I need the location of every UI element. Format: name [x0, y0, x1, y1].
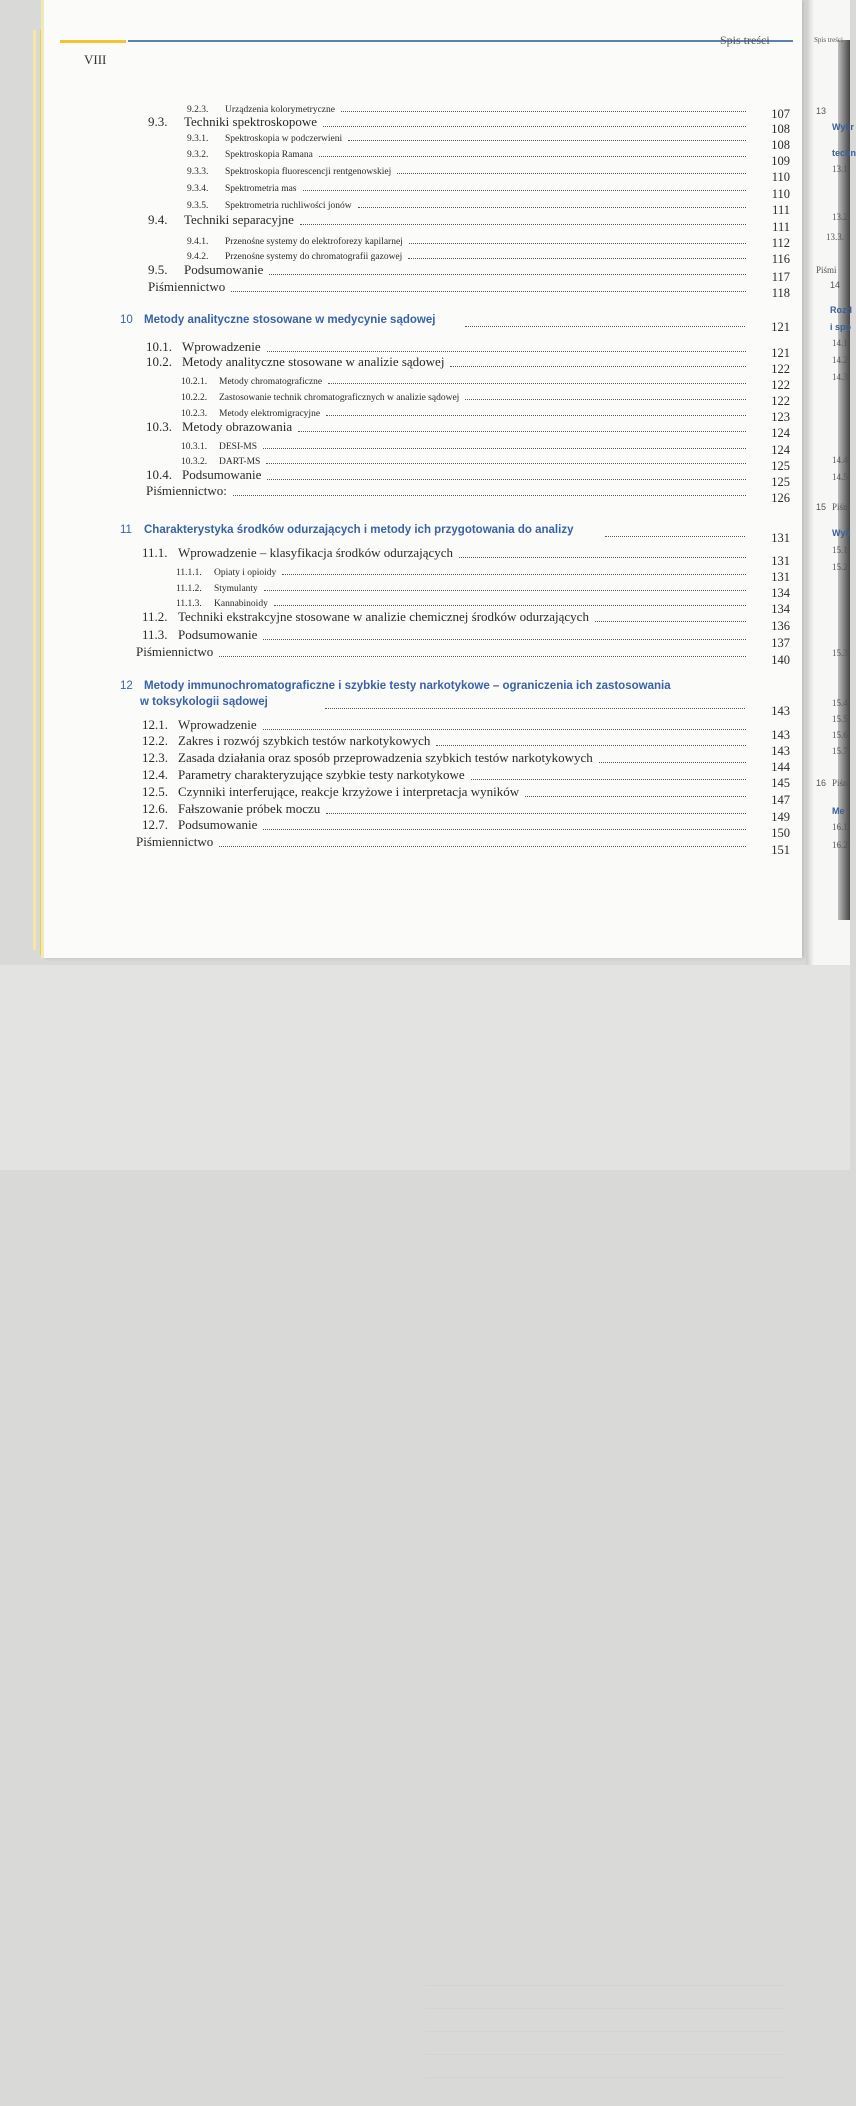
section-title: Techniki spektroskopowe [184, 114, 318, 129]
page-reference: 122 [771, 362, 790, 376]
right-page-fragment: 15.5. [832, 714, 850, 724]
toc-entry [142, 818, 752, 833]
section-number: 11.1.2. [176, 584, 202, 594]
toc-entry [146, 484, 752, 499]
toc-entry [181, 452, 752, 467]
section-title: Metody chromatograficzne [219, 377, 323, 387]
toc-entry [148, 280, 752, 295]
page-reference: 122 [771, 394, 790, 408]
right-page-fragment: 14.5. [832, 472, 850, 482]
section-title: Przenośne systemy do chromatografii gazowej [225, 252, 403, 262]
toc-leader [465, 398, 746, 400]
toc-entry [148, 213, 752, 228]
running-title: Spis treści [720, 33, 770, 47]
section-title: Podsumowanie [178, 627, 258, 642]
section-number: 11.2. [142, 609, 168, 624]
toc-leader [595, 620, 746, 622]
right-page-fragment: 15.7. [832, 746, 850, 756]
toc-entry [148, 115, 752, 130]
page-reference: 126 [771, 491, 790, 505]
page-reference: 108 [771, 138, 790, 152]
toc-leader [266, 462, 746, 464]
page-reference: 145 [771, 776, 790, 790]
toc-entry [181, 437, 752, 452]
section-title: Parametry charakteryzujące szybkie testy narkotykowe [178, 767, 465, 782]
section-number: 9.3. [148, 114, 168, 129]
toc-leader [450, 365, 746, 367]
toc-entry [146, 340, 752, 355]
right-page-fragment: 13.2. [832, 212, 850, 222]
section-title: Spektrometria mas [225, 184, 297, 194]
section-title: Podsumowanie [184, 262, 264, 277]
section-number: 10.2. [146, 354, 172, 369]
toc-leader [319, 155, 746, 157]
toc-leader [326, 812, 746, 814]
section-title: Czynniki interferujące, reakcje krzyżowe i interpretacja wyników [178, 784, 520, 799]
chapter-heading [120, 680, 671, 692]
toc-entry [142, 610, 752, 625]
toc-leader [436, 744, 746, 746]
toc-leader [233, 494, 746, 496]
toc-leader [326, 414, 746, 416]
toc-entry [142, 718, 752, 733]
section-title: Spektrometria ruchliwości jonów [225, 201, 352, 211]
toc-entry [187, 145, 752, 160]
toc-leader [267, 350, 746, 352]
toc-entry [136, 645, 752, 660]
toc-entry [176, 594, 752, 609]
toc-entry [142, 751, 752, 766]
section-title: Przenośne systemy do elektroforezy kapilarnej [225, 237, 403, 247]
toc-entry [146, 468, 752, 483]
toc-leader [358, 206, 746, 208]
toc-leader [605, 536, 745, 537]
toc-leader [267, 478, 746, 480]
page-reference: 110 [771, 170, 790, 184]
section-title: Spektroskopia fluorescencji rentgenowskiej [225, 167, 392, 177]
chapter-title: Metody immunochromatograficzne i szybkie testy narkotykowe – ograniczenia ich zastosowania [144, 680, 671, 692]
toc-leader [599, 761, 746, 763]
section-title: DESI-MS [219, 442, 258, 452]
page-reference: 111 [772, 203, 790, 217]
right-page-fragment: 16 [816, 778, 827, 788]
section-number: 11.3. [142, 627, 168, 642]
page-reference: 116 [771, 252, 790, 266]
toc-leader [465, 326, 745, 327]
chapter-number: 12 [120, 680, 133, 692]
header-rule-yellow [60, 40, 126, 43]
section-number: 9.3.3. [187, 167, 209, 177]
section-number: 9.5. [148, 262, 168, 277]
right-page-fragment: 14.2. [832, 355, 850, 365]
toc-leader [328, 382, 746, 384]
page-reference: 147 [771, 793, 790, 807]
toc-leader [219, 845, 746, 847]
section-title: Zastosowanie technik chromatograficznych w analizie sądowej [219, 393, 460, 403]
page-reference: 107 [771, 107, 790, 121]
section-title: Wprowadzenie [178, 717, 257, 732]
page-reference: 109 [771, 154, 790, 168]
section-title: Piśmiennictwo [136, 834, 214, 849]
toc-leader [300, 223, 746, 225]
book-page-right [806, 0, 856, 965]
section-number: 9.2.3. [187, 105, 209, 115]
toc-leader [471, 778, 746, 780]
toc-entry [181, 388, 752, 403]
section-title: Wprowadzenie [182, 339, 261, 354]
page-reference: 122 [771, 378, 790, 392]
toc-entry [187, 196, 752, 211]
section-number: 12.3. [142, 750, 168, 765]
page-reference: 143 [771, 728, 790, 742]
toc-entry [142, 628, 752, 643]
toc-entry [142, 734, 752, 749]
toc-entry [187, 129, 752, 144]
right-page-fragment: Wyk [832, 528, 851, 538]
page-reference: 131 [771, 531, 790, 545]
section-number: 11.1. [142, 545, 168, 560]
page-reference: 125 [771, 475, 790, 489]
toc-leader [325, 708, 745, 709]
page-reference: 149 [771, 810, 790, 824]
gutter-shadow [806, 0, 814, 965]
right-page-fragment: Piśm [832, 502, 851, 512]
toc-leader [264, 589, 746, 591]
toc-leader [409, 242, 746, 244]
section-number: 12.1. [142, 717, 168, 732]
page-reference: 134 [771, 586, 790, 600]
section-number: 9.3.1. [187, 134, 209, 144]
toc-leader [303, 189, 747, 191]
right-page-fragment: 16.1. [832, 822, 850, 832]
section-number: 9.3.4. [187, 184, 209, 194]
chapter-heading [120, 314, 435, 326]
toc-leader [348, 139, 746, 141]
right-page-fragment: 14.1. [832, 338, 850, 348]
section-title: Techniki separacyjne [184, 212, 294, 227]
section-number: 9.3.5. [187, 201, 209, 211]
page-reference: 121 [771, 346, 790, 360]
right-page-fragment: 14.3. [832, 372, 850, 382]
chapter-heading [120, 524, 573, 536]
right-page-fragment: 15.2. [832, 562, 850, 572]
chapter-title-continued: w toksykologii sądowej [140, 696, 268, 708]
section-title: Metody obrazowania [182, 419, 293, 434]
section-number: 12.2. [142, 733, 168, 748]
section-title: Zasada działania oraz sposób przeprowadzenia szybkich testów narkotykowych [178, 750, 593, 765]
toc-entry [187, 232, 752, 247]
toc-entry [187, 247, 752, 262]
toc-leader [341, 110, 746, 112]
toc-leader [408, 257, 746, 259]
toc-entry [176, 579, 752, 594]
page-reference: 150 [771, 826, 790, 840]
section-title: Urządzenia kolorymetryczne [225, 105, 335, 115]
section-title: Metody analityczne stosowane w analizie sądowej [182, 354, 445, 369]
toc-entry [136, 835, 752, 850]
right-page-fragment: 15.3. [832, 648, 850, 658]
section-number: 9.4.1. [187, 237, 209, 247]
toc-entry [148, 263, 752, 278]
page-reference: 131 [771, 570, 790, 584]
section-number: 11.1.3. [176, 599, 202, 609]
section-number: 10.1. [146, 339, 172, 354]
toc-leader [263, 638, 746, 640]
toc-leader [282, 573, 746, 575]
section-number: 9.4.2. [187, 252, 209, 262]
right-page-fragment: 13.1. [832, 164, 850, 174]
section-number: 12.5. [142, 784, 168, 799]
section-number: 10.2.1. [181, 377, 208, 387]
section-title: Spektroskopia Ramana [225, 150, 313, 160]
toc-entry [142, 546, 752, 561]
toc-leader [263, 447, 746, 449]
page-reference: 151 [771, 843, 790, 857]
background-surface [0, 965, 850, 1170]
section-title: Kannabinoidy [214, 599, 268, 609]
section-title: Fałszowanie próbek moczu [178, 801, 321, 816]
page-reference: 131 [771, 554, 790, 568]
section-title: Metody elektromigracyjne [219, 409, 321, 419]
section-number: 10.2.2. [181, 393, 208, 403]
chapter-number: 10 [120, 314, 133, 326]
toc-entry [142, 768, 752, 783]
section-number: 12.6. [142, 801, 168, 816]
right-page-fragment: Me [832, 806, 845, 816]
toc-leader [298, 430, 746, 432]
section-number: 10.3.2. [181, 457, 208, 467]
toc-entry [146, 420, 752, 435]
right-page-fragment: Piśn [832, 778, 848, 788]
page-edge-yellow-back [33, 30, 36, 950]
chapter-number: 11 [120, 524, 132, 536]
section-title: DART-MS [219, 457, 261, 467]
page-reference: 136 [771, 619, 790, 633]
toc-leader [323, 125, 746, 127]
section-number: 10.3. [146, 419, 172, 434]
right-page-fragment: 14.4. [832, 455, 850, 465]
section-number: 9.4. [148, 212, 168, 227]
section-title: Zakres i rozwój szybkich testów narkotykowych [178, 733, 431, 748]
toc-entry [187, 179, 752, 194]
section-title: Podsumowanie [182, 467, 262, 482]
page-reference: 110 [771, 187, 790, 201]
toc-entry [176, 563, 752, 578]
section-number: 10.4. [146, 467, 172, 482]
toc-entry [142, 802, 752, 817]
right-page-fragment: 13.3. [826, 232, 844, 242]
toc-entry [181, 372, 752, 387]
header-rule-blue [128, 40, 793, 42]
toc-leader [263, 828, 746, 830]
section-title: Podsumowanie [178, 817, 258, 832]
right-page-fragment: i spo [830, 322, 852, 332]
section-number: 12.4. [142, 767, 168, 782]
toc-entry [187, 162, 752, 177]
page-reference: 134 [771, 602, 790, 616]
section-title: Wprowadzenie – klasyfikacja środków odurzających [178, 545, 454, 560]
right-page-fragment: Rozd [830, 305, 852, 315]
section-number: 10.3.1. [181, 442, 208, 452]
right-page-fragment: 15.1. [832, 545, 850, 555]
section-title: Stymulanty [214, 584, 258, 594]
chapter-title: Charakterystyka środków odurzających i metody ich przygotowania do analizy [144, 524, 574, 536]
right-page-fragment: 15 [816, 502, 827, 512]
section-title: Opiaty i opioidy [214, 568, 277, 578]
toc-entry [146, 355, 752, 370]
page-reference: 144 [771, 760, 790, 774]
section-number: 12.7. [142, 817, 168, 832]
section-number: 11.1.1. [176, 568, 202, 578]
right-page-fragment: 13 [816, 106, 827, 116]
page-reference: 108 [771, 122, 790, 136]
page-reference: 117 [771, 270, 790, 284]
toc-leader [269, 273, 746, 275]
page-reference: 140 [771, 653, 790, 667]
page-reference: 143 [771, 744, 790, 758]
right-page-fragment: Piśmi [816, 265, 837, 275]
toc-entry [142, 785, 752, 800]
right-page-fragment: 15.6. [832, 730, 850, 740]
section-title: Piśmiennictwo [136, 644, 214, 659]
page-reference: 143 [771, 704, 790, 718]
section-number: 9.3.2. [187, 150, 209, 160]
toc-entry [187, 100, 752, 115]
faint-show-through-table [425, 1985, 785, 2106]
page-reference: 137 [771, 636, 790, 650]
right-page-fragment: techn [832, 148, 856, 158]
toc-entry [181, 404, 752, 419]
section-title: Piśmiennictwo: [146, 483, 227, 498]
right-page-fragment: 15.4. [832, 698, 850, 708]
right-page-fragment: Wykr [832, 122, 854, 132]
section-title: Spektroskopia w podczerwieni [225, 134, 343, 144]
page-number: VIII [84, 52, 107, 67]
toc-leader [274, 604, 746, 606]
page-reference: 124 [771, 443, 790, 457]
toc-leader [231, 290, 746, 292]
toc-leader [459, 556, 746, 558]
page-reference: 123 [771, 410, 790, 424]
page-reference: 118 [771, 286, 790, 300]
section-number: 10.2.3. [181, 409, 208, 419]
toc-leader [525, 795, 746, 797]
section-title: Techniki ekstrakcyjne stosowane w analizie chemicznej środków odurzających [178, 609, 589, 624]
right-page-fragment: 16.2. [832, 840, 850, 850]
toc-leader [219, 655, 746, 657]
section-title: Piśmiennictwo [148, 279, 226, 294]
toc-leader [263, 728, 746, 730]
right-page-fragment: 14 [830, 280, 841, 290]
page-reference: 124 [771, 426, 790, 440]
page-reference: 112 [771, 236, 790, 250]
toc-leader [397, 172, 746, 174]
chapter-title: Metody analityczne stosowane w medycynie sądowej [144, 314, 436, 326]
page-reference: 111 [772, 220, 790, 234]
right-running-title: Spis treści [814, 36, 843, 44]
page-reference: 125 [771, 459, 790, 473]
page-reference: 121 [771, 320, 790, 334]
